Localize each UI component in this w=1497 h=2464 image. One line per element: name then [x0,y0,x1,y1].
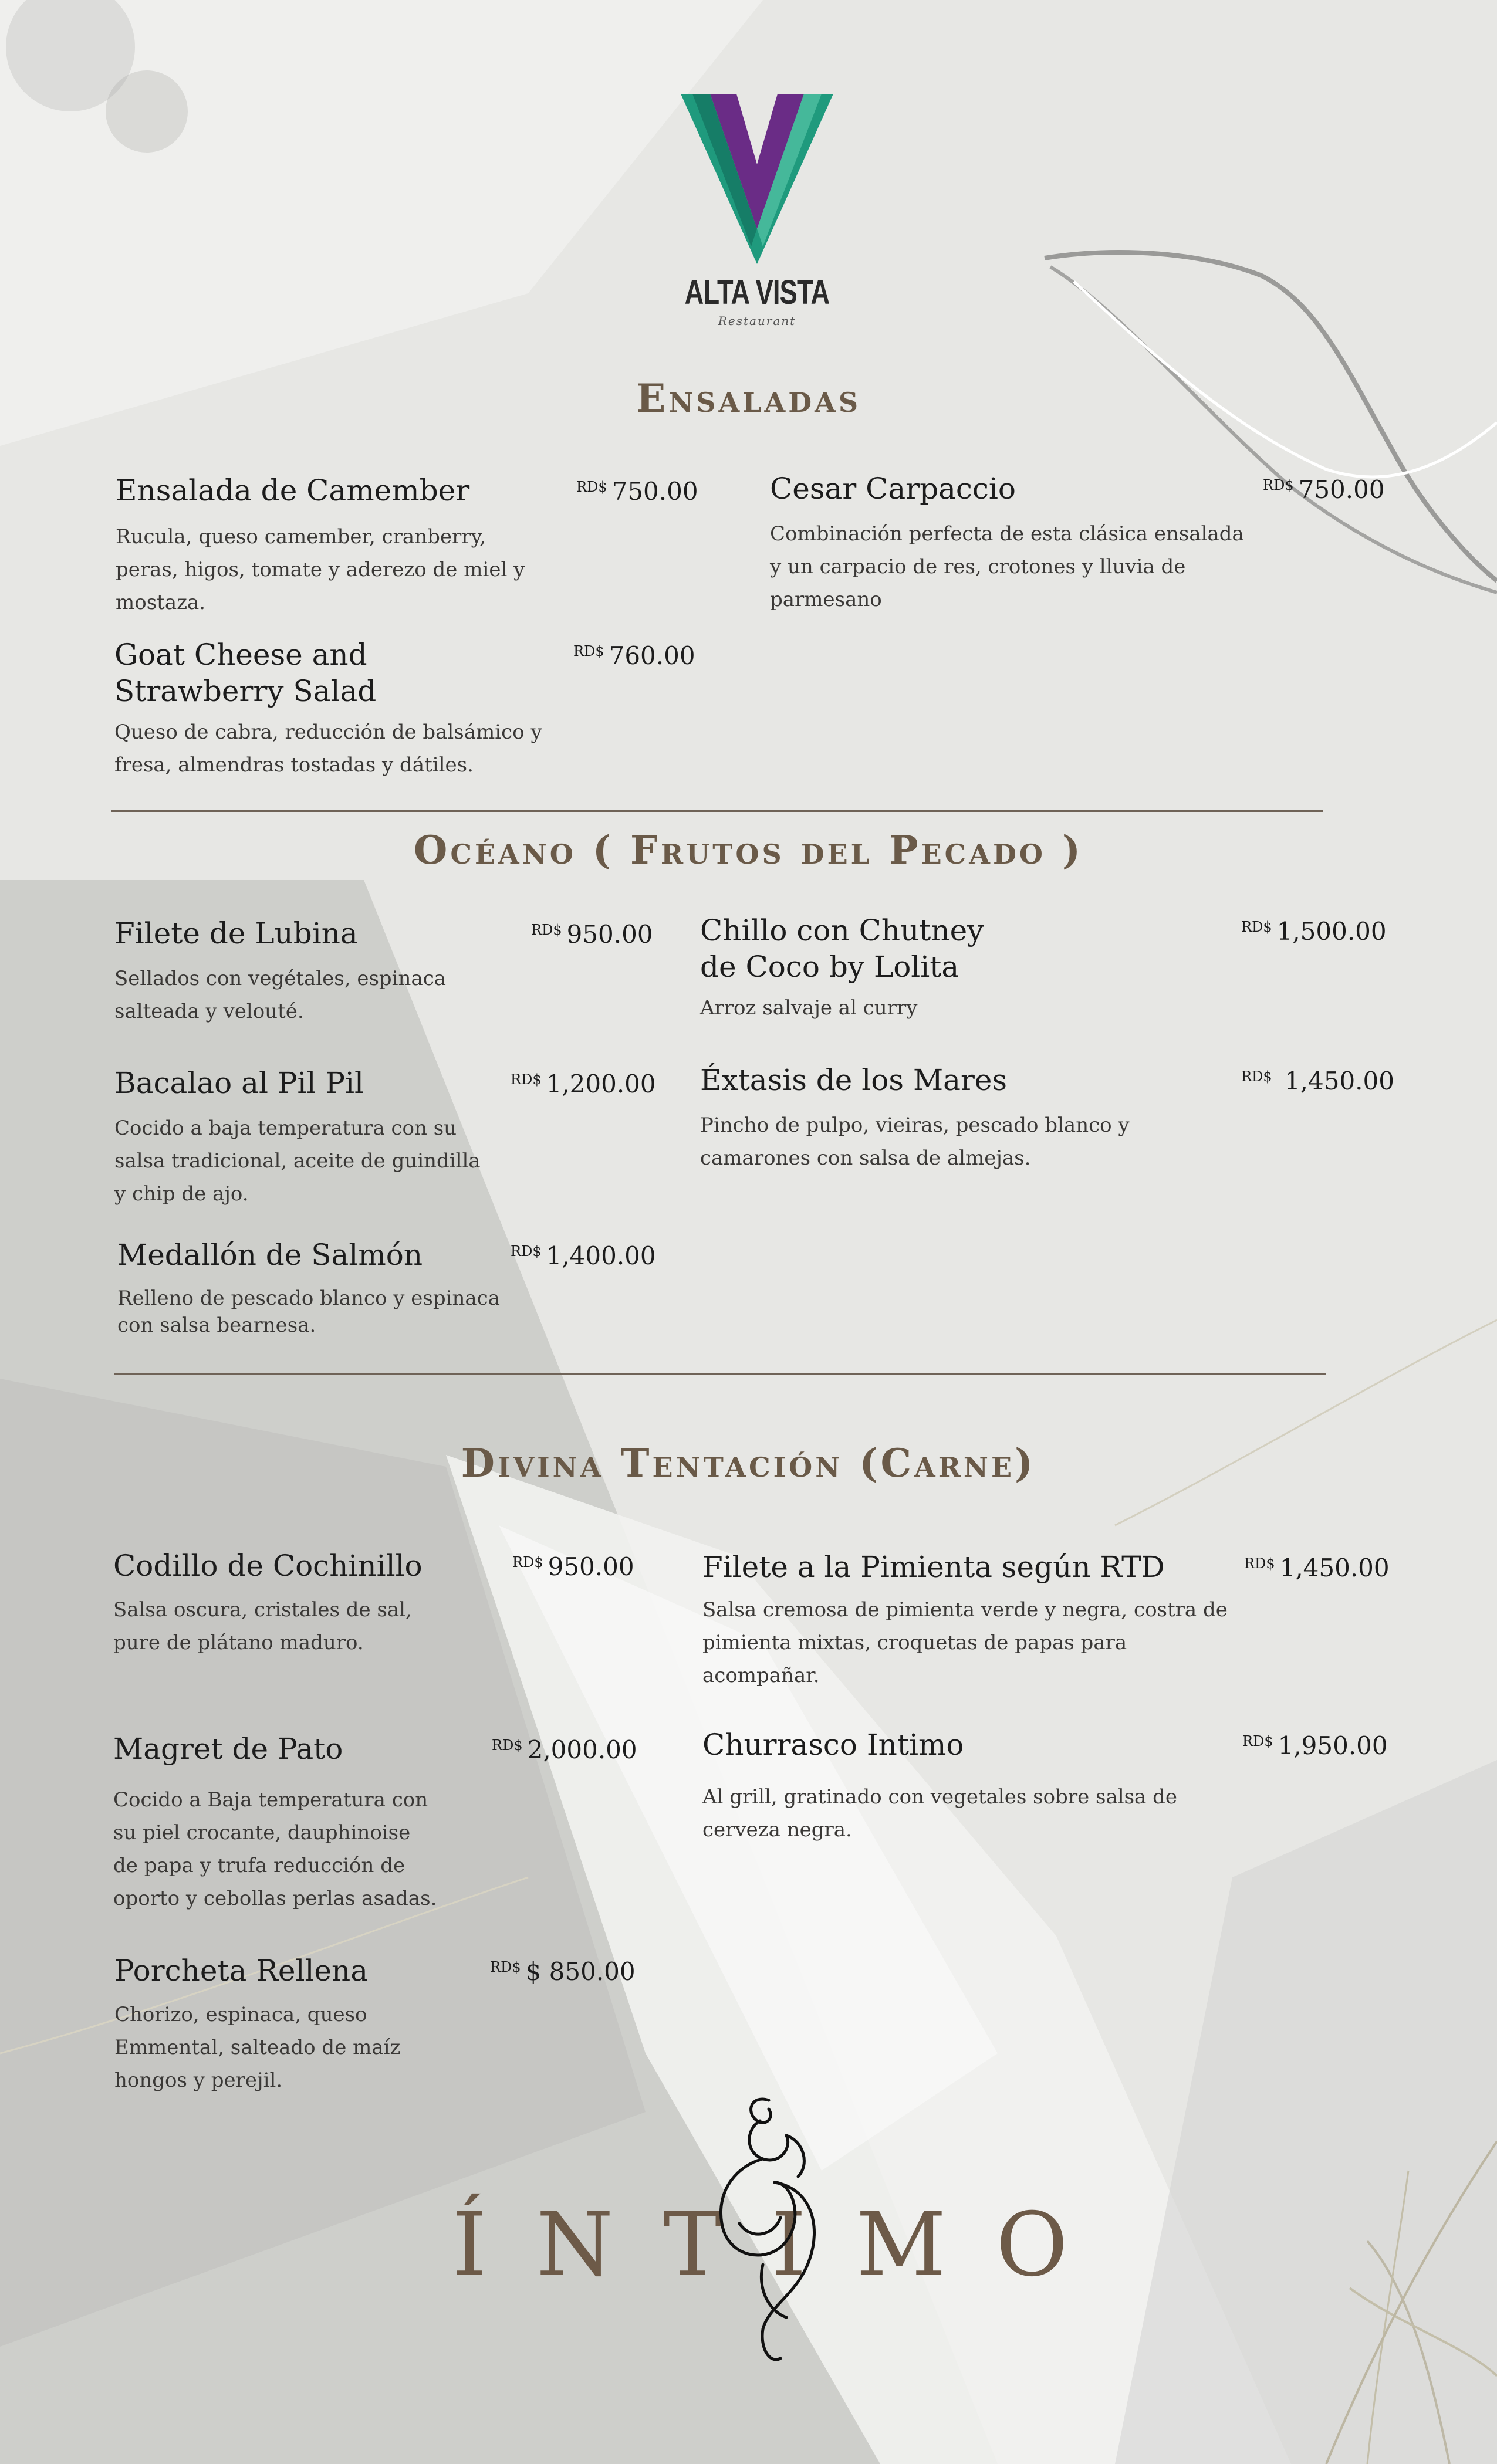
item-price: $^{RD\$}$ 750.00 [576,477,698,506]
menu-item [116,472,702,625]
item-name: Éxtasis de los Mares [700,1063,1008,1097]
currency-label: RD$ [1242,1733,1273,1749]
item-price: $^{RD\$}$ 950.00 [512,1552,634,1581]
menu-item [770,471,1392,623]
item-price: $^{RD\$}$ 1,450.00 [1241,1067,1394,1095]
item-description: Combinación perfecta de esta clásica ensalada y un carpacio de res, crotones y lluvia de parmesano [770,522,1244,611]
intimo-figure-icon [704,2089,827,2370]
item-price: $^{RD\$}$ 1,450.00 [1244,1553,1390,1582]
item-description: Arroz salvaje al curry [700,996,918,1020]
item-description: Queso de cabra, reducción de balsámico y fresa, almendras tostadas y dátiles. [114,720,542,777]
menu-item [113,1548,653,1665]
item-price: $^{RD\$}$ 1,400.00 [511,1241,656,1270]
currency-label: RD$ [1241,919,1272,935]
currency-label: RD$ [512,1554,543,1571]
item-name: Medallón de Salmón [117,1238,423,1272]
alta-vista-logo-mark [681,94,833,270]
item-description: Chorizo, espinaca, queso Emmental, salteado de maíz hongos y perejil. [114,2003,401,2092]
item-price: $^{RD\$}$ 750.00 [1263,475,1385,504]
item-description: Pincho de pulpo, vieiras, pescado blanco y camarones con salsa de almejas. [700,1113,1130,1170]
item-price: $^{RD\$}$ $ 850.00 [490,1957,636,1986]
menu-item [700,1062,1398,1179]
item-name: Goat Cheese and Strawberry Salad [114,638,377,708]
section-divider [111,810,1323,812]
menu-item [114,1065,654,1217]
currency-label: RD$ [573,643,604,659]
item-name: Cesar Carpaccio [770,472,1016,506]
item-price: $^{RD\$}$ 950.00 [531,920,653,949]
menu-item [702,1727,1401,1844]
currency-label: RD$ [492,1737,523,1754]
menu-item [113,1731,653,1918]
logo-subtitle: Restaurant [718,314,796,328]
intimo-wordmark: Í N T I M O [452,2194,1068,2296]
section-title-divina-tentacion: Divina Tentación (Carne) [461,1440,1036,1486]
item-name: Chillo con Chutney de Coco by Lolita [700,913,984,984]
menu-item [114,1952,654,2099]
logo-wordmark: ALTA VISTA [684,273,830,312]
currency-label: RD$ [511,1071,542,1088]
item-description: Cocido a baja temperatura con su salsa tradicional, aceite de guindilla y chip de ajo. [114,1116,481,1206]
item-name: Codillo de Cochinillo [113,1549,423,1583]
currency-label: RD$ [1241,1068,1272,1085]
item-name: Porcheta Rellena [114,1954,369,1988]
item-price: $^{RD\$}$ 760.00 [573,641,695,670]
item-name: Filete a la Pimienta según RTD [702,1550,1165,1584]
item-name: Magret de Pato [113,1732,343,1766]
item-description: Sellados con vegétales, espinaca salteada y velouté. [114,967,447,1023]
item-name: Ensalada de Camember [116,473,470,507]
item-price: $^{RD\$}$ 1,200.00 [511,1069,656,1098]
currency-label: RD$ [490,1959,521,1975]
currency-label: RD$ [1244,1555,1275,1572]
currency-label: RD$ [511,1243,542,1260]
item-description: Rucula, queso camember, cranberry, peras, higos, tomate y aderezo de miel y mostaza. [116,525,525,614]
section-title-ensaladas: Ensaladas [636,375,861,421]
menu-item [114,915,654,1033]
menu-item [700,912,1398,1030]
item-name: Churrasco Intimo [702,1728,964,1762]
item-description: Salsa cremosa de pimienta verde y negra, costra de pimienta mixtas, croquetas de papas para acompañar. [702,1598,1228,1687]
menu-item [114,637,701,783]
section-divider [114,1373,1326,1375]
currency-label: RD$ [1263,477,1294,493]
item-name: Bacalao al Pil Pil [114,1066,364,1100]
item-description: Cocido a Baja temperatura con su piel crocante, dauphinoise de papa y trufa reducción de oporto y cebollas perlas asadas. [113,1788,437,1910]
section-title-oceano: Océano ( Frutos del Pecado ) [413,827,1084,873]
item-description: Al grill, gratinado con vegetales sobre salsa de cerveza negra. [702,1785,1178,1842]
item-description: Salsa oscura, cristales de sal, pure de plátano maduro. [113,1598,412,1654]
item-price: $^{RD\$}$ 2,000.00 [492,1735,637,1764]
menu-item [702,1549,1401,1701]
currency-label: RD$ [531,922,562,938]
item-price: $^{RD\$}$ 1,950.00 [1242,1731,1388,1760]
currency-label: RD$ [576,479,607,495]
item-price: $^{RD\$}$ 1,500.00 [1241,917,1387,946]
item-description: Relleno de pescado blanco y espinaca con salsa bearnesa. [117,1287,500,1337]
item-name: Filete de Lubina [114,916,358,950]
menu-item [117,1237,657,1354]
